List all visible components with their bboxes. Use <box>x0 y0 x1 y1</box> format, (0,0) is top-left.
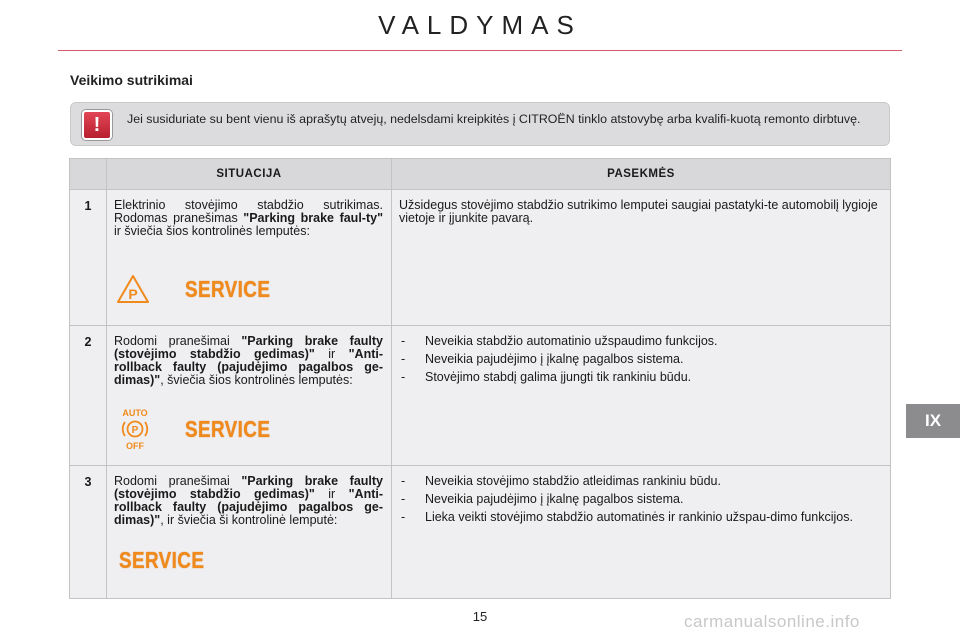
situation-text: , šviečia šios kontrolinės lemputės: <box>160 373 353 387</box>
situation-cell <box>107 466 392 599</box>
header-number-column <box>70 159 107 190</box>
list-item: - Neveikia pajudėjimo į įkalnę pagalbos sistema. <box>399 493 882 506</box>
header-consequences: PASEKMĖS <box>392 159 891 190</box>
situation-text: ir <box>314 347 349 361</box>
consequences-cell <box>392 466 891 599</box>
header-situation: SITUACIJA <box>107 159 392 190</box>
consequences-list <box>399 475 882 524</box>
situation-text: , ir šviečia ši kontrolinė lemputė: <box>160 513 338 527</box>
table-row <box>70 190 891 326</box>
situation-text: Elektrinio stovėjimo stabdžio sutrikimas. Rodomas pranešimas <box>114 198 383 225</box>
p-label: P <box>131 425 139 436</box>
row-number: 2 <box>70 326 107 466</box>
table-row <box>70 466 891 599</box>
warning-notice <box>70 102 890 146</box>
section-heading: Veikimo sutrikimai <box>70 72 193 88</box>
off-label: OFF <box>126 441 144 451</box>
row-number: 3 <box>70 466 107 599</box>
warning-text: Jei susiduriate su bent vienu iš aprašytų atvejų, nedelsdami kreipkitės į CITROËN tinklo atstovybę arba kvalifi-kuotą remonto dirbtuvę. <box>127 112 861 126</box>
warning-lamps <box>115 267 289 311</box>
list-item: - Neveikia stabdžio automatinio užspaudimo funkcijos. <box>399 335 882 348</box>
auto-label: AUTO <box>122 408 148 418</box>
list-item: - Neveikia pajudėjimo į įkalnę pagalbos sistema. <box>399 353 882 366</box>
list-item: - Neveikia stovėjimo stabdžio atleidimas rankiniu būdu. <box>399 475 882 488</box>
situation-text: Rodomi pranešimai <box>114 334 242 348</box>
service-icon: SERVICE <box>185 415 271 442</box>
message-text: "Anti-rollback faulty (pajudėjimo pagalbos ge-dimas)" <box>114 487 383 527</box>
situation-text: ir <box>314 487 349 501</box>
parking-brake-warning-icon <box>115 273 151 305</box>
table-row <box>70 326 891 466</box>
watermark: carmanualsonline.info <box>684 612 860 631</box>
chapter-tab: IX <box>906 404 960 438</box>
warning-lamps <box>115 538 223 582</box>
situation-cell <box>107 190 392 326</box>
table-header-row <box>70 159 891 190</box>
situation-text: ir šviečia šios kontrolinės lemputės: <box>114 224 310 238</box>
consequences-cell <box>392 326 891 466</box>
situation-cell <box>107 326 392 466</box>
service-icon: SERVICE <box>119 546 205 573</box>
malfunction-table <box>69 158 891 599</box>
warning-lamps <box>115 407 289 451</box>
auto-parking-off-icon <box>115 407 155 451</box>
consequences-cell: Užsidegus stovėjimo stabdžio sutrikimo lemputei saugiai pastatyki-te automobilį lygioje vietoje ir įjunkite pavarą. <box>392 190 891 326</box>
warning-icon: ! <box>82 110 112 140</box>
page-number: 15 <box>472 609 488 624</box>
consequences-list <box>399 335 882 384</box>
row-number: 1 <box>70 190 107 326</box>
service-icon: SERVICE <box>185 275 271 302</box>
situation-text: Rodomi pranešimai <box>114 474 242 488</box>
page-title: VALDYMAS <box>378 10 582 40</box>
list-item: - Lieka veikti stovėjimo stabdžio automatinės ir rankinio užspau-dimo funkcijos. <box>399 511 882 524</box>
title-divider <box>58 50 902 51</box>
message-text: "Parking brake faulty (stovėjimo stabdžio gedimas)" <box>114 474 383 501</box>
message-text: "Anti-rollback faulty (pajudėjimo pagalbos ge-dimas)" <box>114 347 383 387</box>
svg-text:P: P <box>128 286 138 302</box>
message-text: "Parking brake faul-ty" <box>243 211 383 225</box>
message-text: "Parking brake faulty (stovėjimo stabdžio gedimas)" <box>114 334 383 361</box>
list-item: - Stovėjimo stabdį galima įjungti tik rankiniu būdu. <box>399 371 882 384</box>
